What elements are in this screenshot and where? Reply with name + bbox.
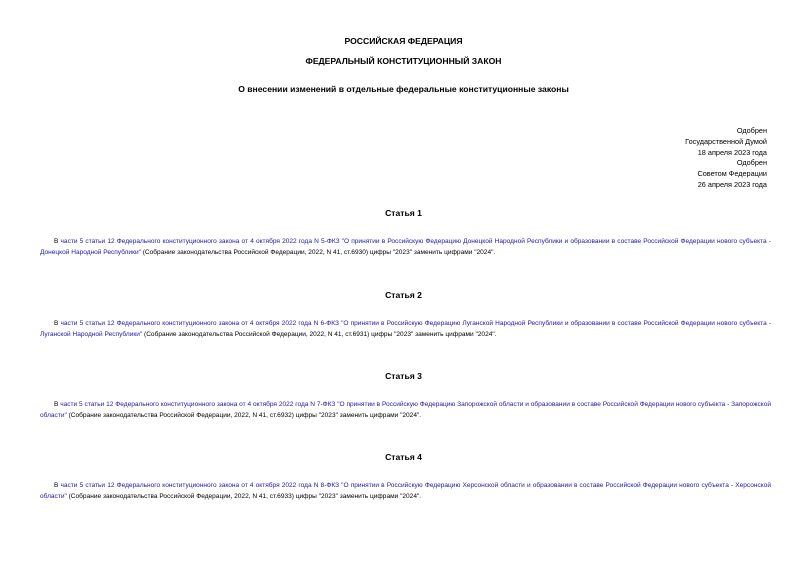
approval-line: 18 апреля 2023 года — [697, 148, 767, 158]
article-text: (Собрание законодательства Российской Федерации, 2022, N 41, ст.6932) цифры "2023" заменить цифрами "2024". — [66, 412, 422, 420]
approval-line: Советом Федерации — [697, 169, 767, 179]
article-body — [40, 480, 771, 503]
article-heading: Статья 4 — [385, 452, 422, 462]
article-text: В — [54, 482, 61, 489]
approval-line: Одобрен — [736, 158, 767, 167]
article-text: (Собрание законодательства Российской Федерации, 2022, N 41, ст.6931) цифры "2023" заменить цифрами "2024". — [142, 331, 497, 339]
approval-block-council — [560, 157, 767, 191]
law-title: О внесении изменений в отдельные федеральные конституционные законы — [238, 84, 569, 94]
law-reference-link[interactable]: части 5 статьи 12 Федерального конституционного закона от 4 октября 2022 года N 7-ФКЗ "О принятии в Российскую Федерацию Запорожской области и образовании в составе Российской Федерации нового субъекта - Запорожской области" — [40, 401, 771, 420]
law-reference-link[interactable]: части 5 статьи 12 Федерального конституционного закона от 4 октября 2022 года N 6-ФКЗ "О принятии в Российскую Федерацию Луганской Народной Республики и образовании в составе Российской Федерации нового субъекта - Луганской Народной Республики" — [40, 320, 772, 339]
approval-line: Государственной Думой — [685, 137, 767, 147]
article-text: В — [54, 238, 61, 245]
article-text: (Собрание законодательства Российской Федерации, 2022, N 41, ст.6933) цифры "2023" заменить цифрами "2024". — [66, 493, 422, 501]
article-body — [40, 236, 771, 259]
approval-line: Одобрен — [736, 126, 767, 135]
law-type-title: ФЕДЕРАЛЬНЫЙ КОНСТИТУЦИОННЫЙ ЗАКОН — [305, 56, 502, 66]
article-heading: Статья 3 — [385, 371, 422, 381]
approval-block-duma — [560, 125, 767, 159]
article-heading: Статья 2 — [385, 290, 422, 300]
article-body — [40, 318, 771, 341]
approval-line: 26 апреля 2023 года — [697, 180, 767, 190]
article-body — [40, 399, 771, 422]
article-text: (Собрание законодательства Российской Федерации, 2022, N 41, ст.6930) цифры "2023" заменить цифрами "2024". — [140, 249, 496, 257]
law-reference-link[interactable]: части 5 статьи 12 Федерального конституционного закона от 4 октября 2022 года N 5-ФКЗ "О принятии в Российскую Федерацию Донецкой Народной Республики и образовании в составе Российской Федерации нового субъекта - Донецкой Народной Республики" — [40, 238, 771, 257]
country-title: РОССИЙСКАЯ ФЕДЕРАЦИЯ — [344, 36, 463, 46]
article-heading: Статья 1 — [385, 208, 422, 218]
article-text: В — [54, 320, 61, 327]
article-text: В — [54, 401, 61, 408]
law-reference-link[interactable]: части 5 статьи 12 Федерального конституционного закона от 4 октября 2022 года N 8-ФКЗ "О принятии в Российскую Федерацию Херсонской области и образовании в составе Российской Федерации нового субъекта - Херсонской области" — [40, 482, 771, 501]
